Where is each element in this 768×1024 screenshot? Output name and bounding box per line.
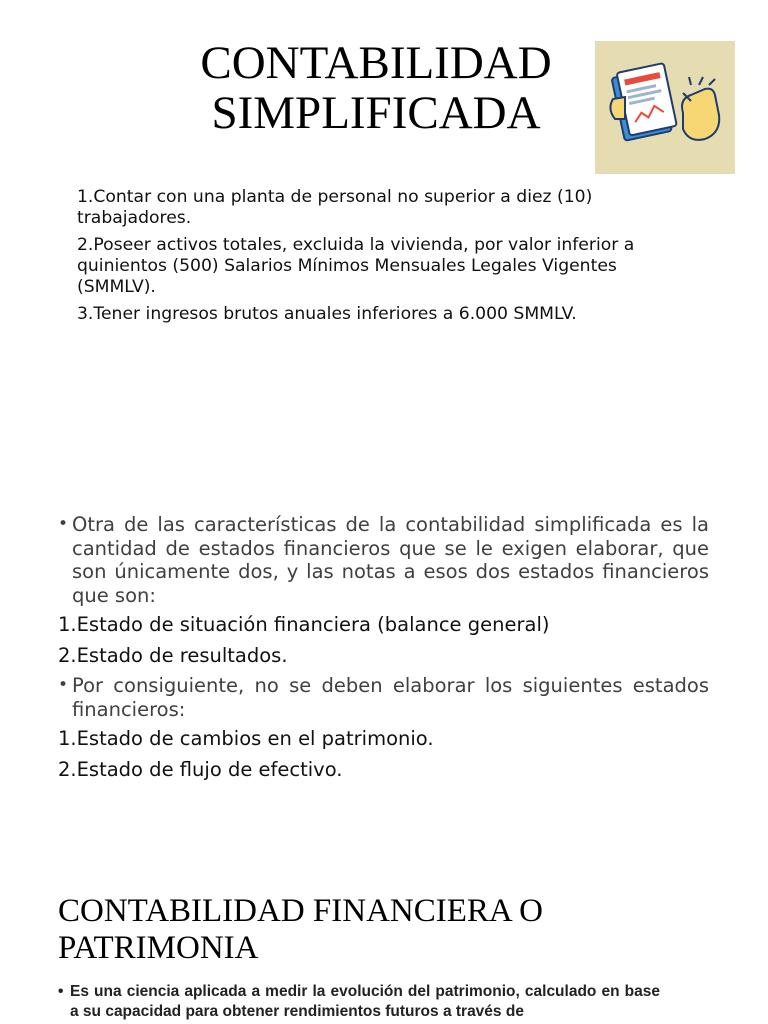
list-item: 1.Contar con una planta de personal no superior a diez (10) trabajadores. <box>77 187 593 228</box>
financial-statements-section <box>58 513 709 788</box>
slide-title: CONTABILIDAD SIMPLIFICADA <box>200 37 552 139</box>
bullet-paragraph: • Otra de las características de la contabilidad simplificada es la cantidad de estados financieros que se le exigen elaborar, que son únicamente dos, y las notas a esos dos estados financieros que son: <box>58 513 709 607</box>
hand-snap-icon <box>682 77 719 140</box>
list-item: 2.Poseer activos totales, excluida la vivienda, por valor inferior a quinientos (500) Salarios Mínimos Mensuales Legales Vigentes (SMMLV). <box>77 235 635 297</box>
list-item: 2.Estado de flujo de efectivo. <box>58 757 343 781</box>
bullet-paragraph: • Es una ciencia aplicada a medir la evolución del patrimonio, calculado en base a su capacidad para obtener rendimientos futuros a través de <box>58 982 660 1022</box>
bullet-paragraph: • Por consiguiente, no se deben elaborar los siguientes estados financieros: <box>58 674 709 721</box>
illustration <box>595 41 735 174</box>
document-icon <box>595 41 735 174</box>
requirements-list <box>77 187 677 331</box>
list-item: 1.Estado de cambios en el patrimonio. <box>58 727 434 750</box>
section-title: CONTABILIDAD FINANCIERA O PATRIMONIA <box>58 893 544 966</box>
list-item: 3.Tener ingresos brutos anuales inferiores a 6.000 SMMLV. <box>77 304 577 324</box>
list-item: 1.Estado de situación financiera (balance general) <box>58 613 550 636</box>
list-item: 2.Estado de resultados. <box>58 643 288 667</box>
